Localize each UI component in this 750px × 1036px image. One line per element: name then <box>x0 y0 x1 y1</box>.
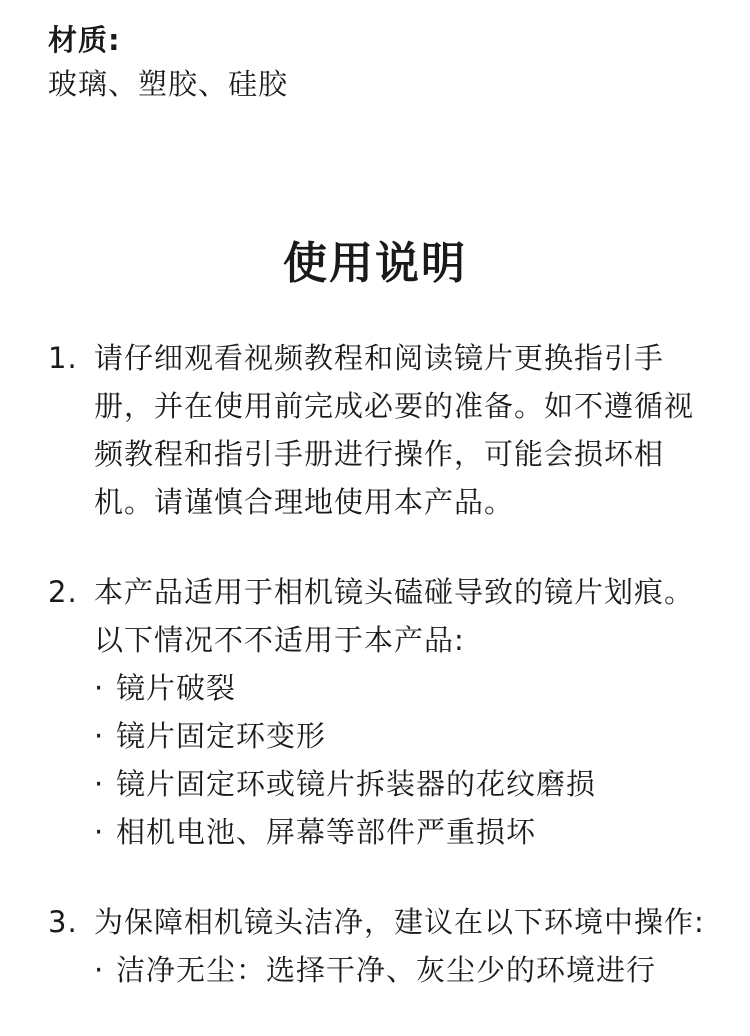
exclusion-text: 镜片固定环变形 <box>116 719 327 753</box>
material-label: 材质: <box>48 23 121 57</box>
exclusion-item <box>94 808 708 856</box>
page-title: 使用说明 <box>283 238 467 289</box>
exclusion-item <box>94 760 708 808</box>
environment-list <box>94 946 708 994</box>
environment-text: 洁净无尘：选择干净、灰尘少的环境进行 <box>116 953 657 987</box>
bullet-dot: · <box>94 719 105 753</box>
step-number: 1. <box>48 341 78 375</box>
bullet-dot: · <box>94 767 105 801</box>
bullet-dot: · <box>94 953 105 987</box>
exclusion-text: 镜片固定环或镜片拆装器的花纹磨损 <box>116 767 597 801</box>
exclusion-list <box>94 664 708 856</box>
instruction-step-3 <box>48 898 708 994</box>
step-text: 为保障相机镜头洁净，建议在以下环境中操作: <box>94 905 705 939</box>
exclusion-text: 相机电池、屏幕等部件严重损坏 <box>116 815 537 849</box>
instruction-list <box>48 334 708 1036</box>
environment-item <box>94 946 708 994</box>
step-text: 本产品适用于相机镜头磕碰导致的镜片划痕。以下情况不不适用于本产品: <box>94 575 695 657</box>
instruction-step-2 <box>48 568 708 856</box>
step-number: 3. <box>48 905 78 939</box>
material-value: 玻璃、塑胶、硅胶 <box>48 67 289 101</box>
step-number: 2. <box>48 575 78 609</box>
instruction-step-1 <box>48 334 708 526</box>
bullet-dot: · <box>94 815 105 849</box>
bullet-dot: · <box>94 671 105 705</box>
step-text: 请仔细观看视频教程和阅读镜片更换指引手册，并在使用前完成必要的准备。如不遵循视频教程和指引手册进行操作，可能会损坏相机。请谨慎合理地使用本产品。 <box>94 341 695 519</box>
exclusion-item <box>94 712 708 760</box>
material-section <box>48 18 288 106</box>
exclusion-item <box>94 664 708 712</box>
exclusion-text: 镜片破裂 <box>116 671 237 705</box>
